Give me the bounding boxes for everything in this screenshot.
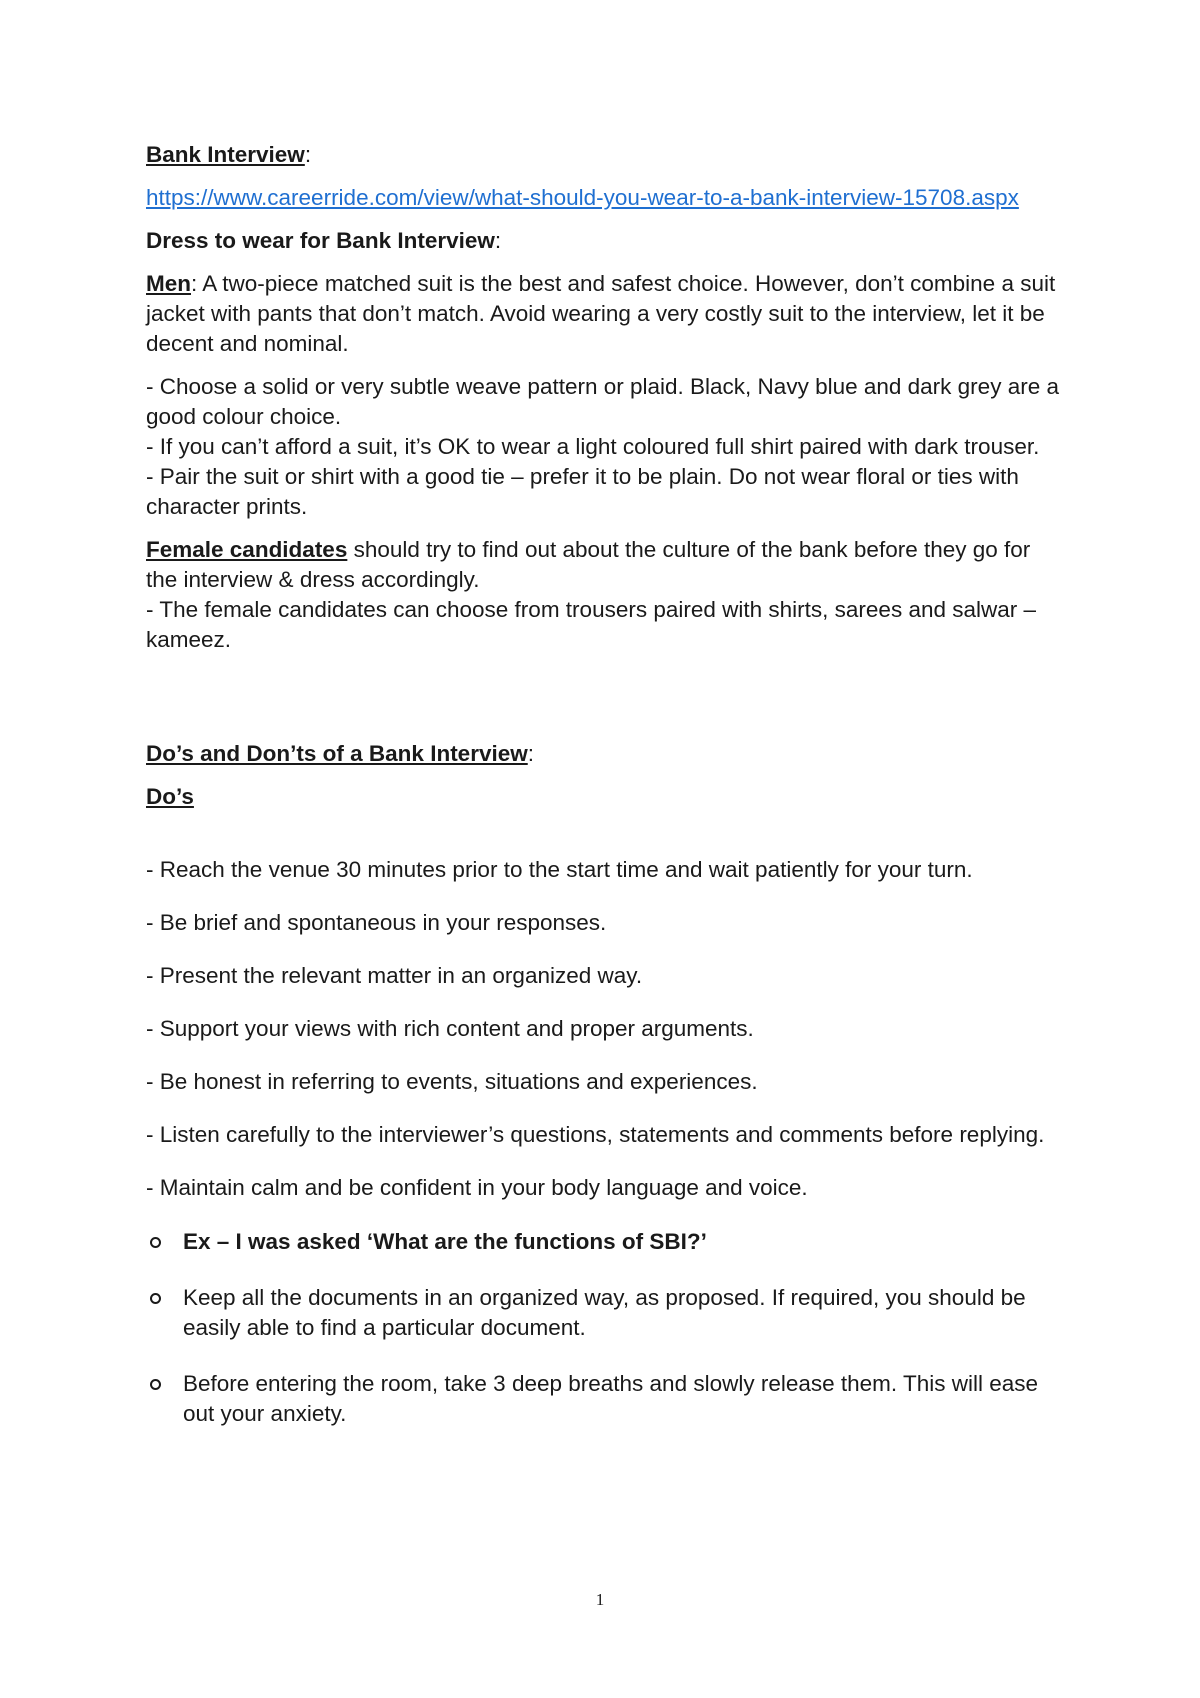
hollow-bullet-icon	[150, 1237, 161, 1248]
dos-item: - Be brief and spontaneous in your responses.	[146, 910, 607, 935]
men-point: - If you can’t afford a suit, it’s OK to wear a light coloured full shirt paired with dark trouser.	[146, 434, 1040, 459]
bullet-text: Ex – I was asked ‘What are the functions of SBI?’	[183, 1229, 707, 1254]
dos-item: - Be honest in referring to events, situations and experiences.	[146, 1069, 758, 1094]
dos-list	[146, 856, 1066, 1201]
document-page	[146, 140, 1066, 1455]
page-number: 1	[595, 1590, 605, 1609]
heading-text: Bank Interview	[146, 142, 305, 167]
dos-item: - Reach the venue 30 minutes prior to the start time and wait patiently for your turn.	[146, 857, 973, 882]
dress-heading	[146, 226, 1066, 256]
dos-item: - Listen carefully to the interviewer’s questions, statements and comments before replying.	[146, 1122, 1045, 1147]
men-points	[146, 372, 1066, 522]
men-label: Men	[146, 271, 191, 296]
dos-item: - Support your views with rich content and proper arguments.	[146, 1016, 754, 1041]
dos-item: - Present the relevant matter in an organized way.	[146, 963, 643, 988]
section-heading-bank-interview	[146, 140, 1066, 170]
female-label: Female candidates	[146, 537, 348, 562]
female-text: should try to find out about the culture of the bank before they go for the interview & dress accordingly.	[146, 537, 1031, 592]
dos-heading	[146, 782, 1066, 812]
tips-bullet-list	[146, 1227, 1066, 1429]
dos-item: - Maintain calm and be confident in your body language and voice.	[146, 1175, 808, 1200]
men-point: - Choose a solid or very subtle weave pattern or plaid. Black, Navy blue and dark grey are a good colour choice.	[146, 374, 1059, 429]
bullet-text: Before entering the room, take 3 deep breaths and slowly release them. This will ease out your anxiety.	[183, 1371, 1039, 1426]
bullet-item	[146, 1283, 1066, 1343]
bullet-text: Keep all the documents in an organized way, as proposed. If required, you should be easily able to find a particular document.	[183, 1285, 1026, 1340]
female-point: - The female candidates can choose from trousers paired with shirts, sarees and salwar – kameez.	[146, 597, 1037, 652]
dos-donts-colon: :	[527, 741, 534, 766]
men-paragraph	[146, 269, 1066, 359]
dress-heading-text: Dress to wear for Bank Interview	[146, 228, 495, 253]
bullet-item	[146, 1227, 1066, 1257]
dos-heading-text: Do’s	[146, 784, 194, 809]
bullet-item	[146, 1369, 1066, 1429]
dress-heading-colon: :	[494, 228, 502, 253]
dos-donts-heading	[146, 739, 1066, 769]
female-paragraph	[146, 535, 1066, 595]
hollow-bullet-icon	[150, 1379, 161, 1390]
reference-link-paragraph	[146, 183, 1066, 213]
dos-donts-heading-text: Do’s and Don’ts of a Bank Interview	[146, 741, 528, 766]
hollow-bullet-icon	[150, 1293, 161, 1304]
men-text: : A two-piece matched suit is the best and safest choice. However, don’t combine a suit jacket with pants that don’t match. Avoid wearing a very costly suit to the interview, let it be decent and nominal.	[146, 271, 1056, 356]
heading-colon: :	[304, 142, 312, 167]
men-point: - Pair the suit or shirt with a good tie – prefer it to be plain. Do not wear floral or ties with character prints.	[146, 464, 1019, 519]
careerride-link[interactable]: https://www.careerride.com/view/what-should-you-wear-to-a-bank-interview-15708.aspx	[146, 185, 1019, 210]
